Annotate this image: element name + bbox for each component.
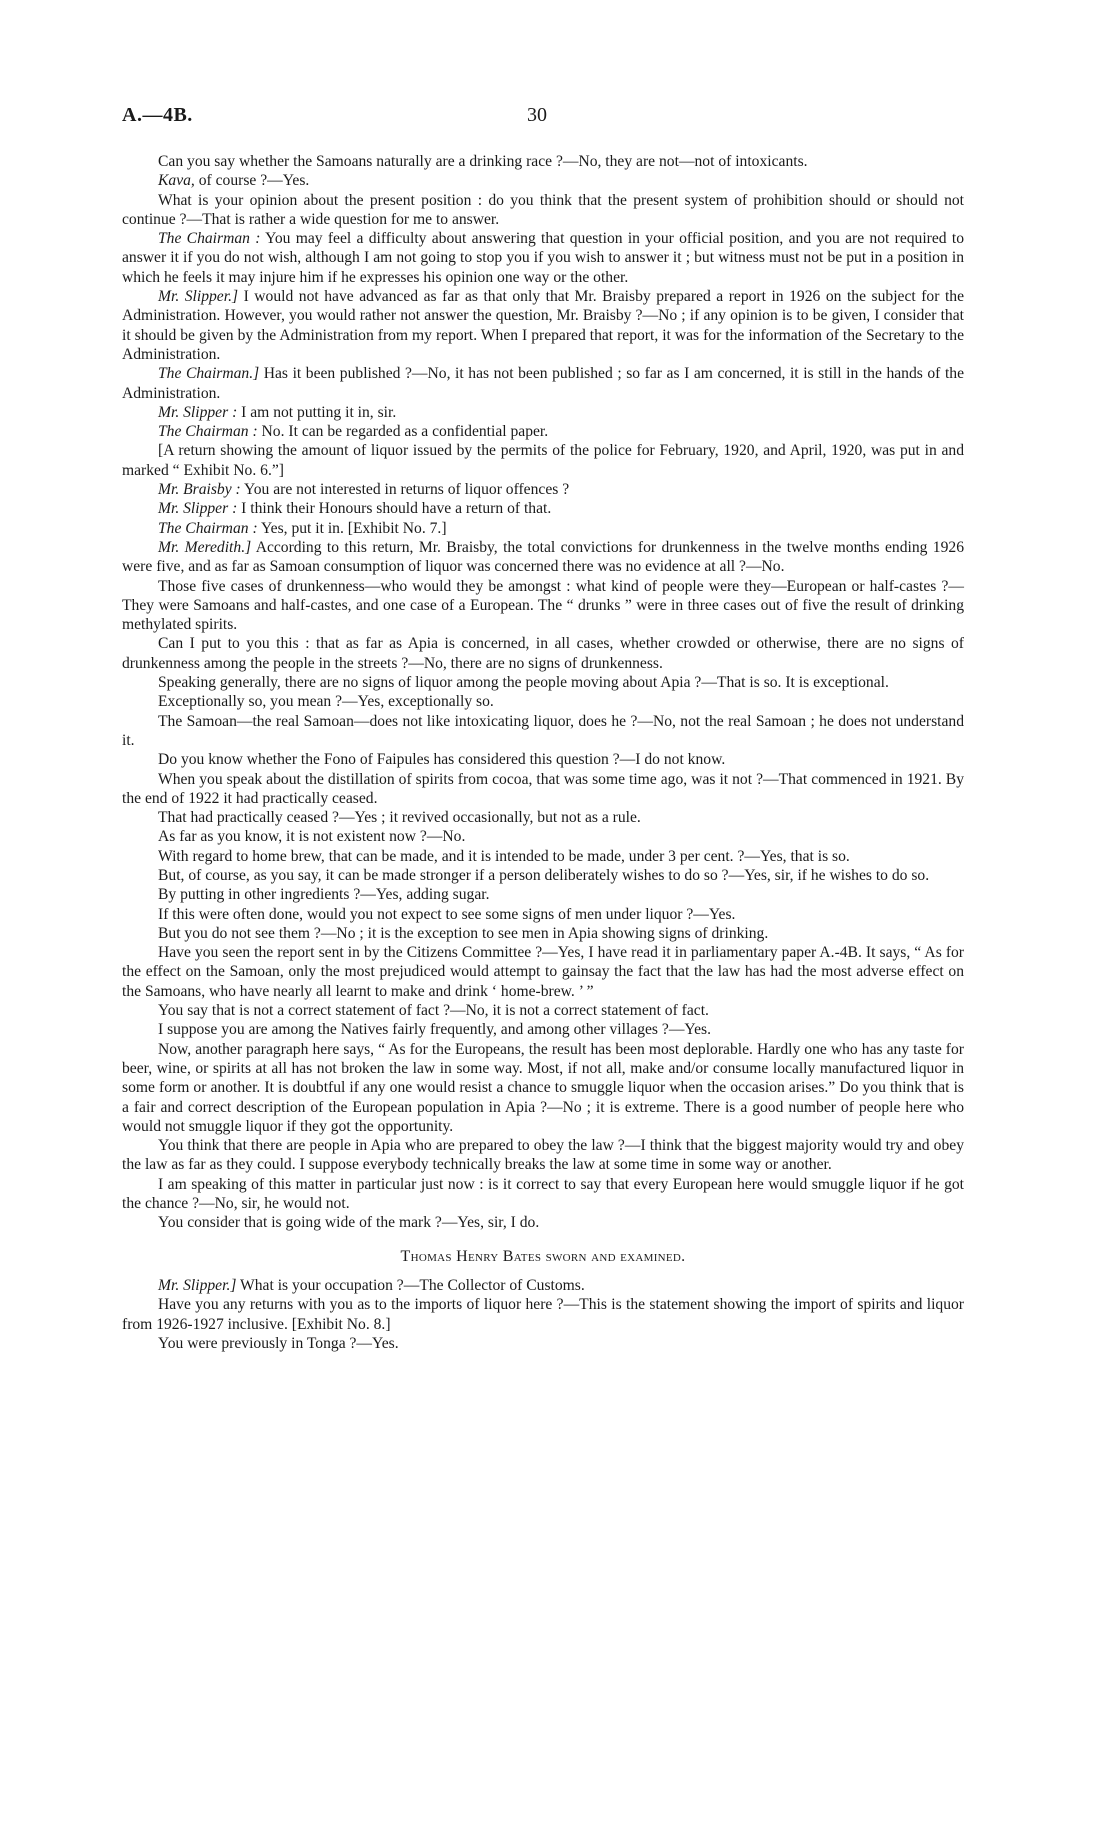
paragraph-text: Those five cases of drunkenness—who would they be amongst : what kind of people were they—European or half-castes ?—They were Samoans and half-castes, and one case of a European. The “ drunks ” were in three cases out of five the result of drinking methylated spirits. (122, 577, 964, 634)
paragraph-text: of course ?—Yes. (194, 172, 310, 190)
paragraph (122, 191, 964, 230)
paragraph (122, 1040, 964, 1136)
paragraph-text: According to this return, Mr. Braisby, the total convictions for drunkenness in the twelve months ending 1926 were five, and as far as Samoan consumption of liquor was concerned there was no evidence at all ?—No. (122, 538, 964, 576)
paragraph (122, 750, 964, 769)
paragraph-text: You say that is not a correct statement of fact ?—No, it is not a correct statement of fact. (158, 1002, 709, 1020)
paragraph (122, 229, 964, 287)
paragraph-text: That had practically ceased ?—Yes ; it revived occasionally, but not as a rule. (158, 809, 641, 827)
paragraph (122, 287, 964, 364)
page-number: 30 (527, 104, 547, 126)
paragraph-text: But you do not see them ?—No ; it is the exception to see men in Apia showing signs of drinking. (158, 924, 769, 942)
paragraph-text: Have you any returns with you as to the imports of liquor here ?—This is the statement showing the import of spirits and liquor from 1926-1927 inclusive. [Exhibit No. 8.] (122, 1296, 964, 1333)
paragraph-text: What is your opinion about the present position : do you think that the present system of prohibition should or should not continue ?—That is rather a wide question for me to answer. (122, 191, 964, 228)
paragraph (122, 885, 964, 904)
paragraph (122, 519, 964, 538)
paragraph-text: I suppose you are among the Natives fairly frequently, and among other villages ?—Yes. (158, 1021, 712, 1039)
paragraph (122, 924, 964, 943)
paragraph-text: You are not interested in returns of liquor offences ? (240, 481, 570, 499)
speaker-label: The Chairman : (158, 423, 258, 441)
paragraph-text: [A return showing the amount of liquor issued by the permits of the police for February, 1920, and April, 1920, was put in and marked “ Exhibit No. 6.”] (122, 442, 964, 479)
paragraph-text: As far as you know, it is not existent now ?—No. (158, 828, 466, 846)
paragraph-text: I would not have advanced as far as that only that Mr. Braisby prepared a report in 1926 on the subject for the Administration. However, you would rather not answer the question, Mr. Braisby ?—No ; if any opinion is to be given, I consider that it should be given by the Administration from my report. When I prepared that report, it was for the information of the Secretary to the Administration. (122, 288, 964, 363)
paragraph (122, 770, 964, 809)
paragraph (122, 827, 964, 846)
paragraph-text: What is your occupation ?—The Collector of Customs. (236, 1276, 585, 1294)
paragraph-text: Have you seen the report sent in by the Citizens Committee ?—Yes, I have read it in parliamentary paper A.-4B. It says, “ As for the effect on the Samoan, only the most prejudiced would attempt to gainsay the fact that the law has had the most adverse effect on the Samoans, who have nearly all learnt to make and drink ‘ home-brew. ’ ” (122, 944, 964, 1000)
paragraph-text: You think that there are people in Apia who are prepared to obey the law ?—I think that the biggest majority would try and obey the law as far as they could. I suppose everybody technically breaks the law at some time in some way or another. (122, 1137, 964, 1174)
paragraph (122, 403, 964, 422)
paragraph (122, 152, 964, 171)
paragraph (122, 441, 964, 480)
paragraph-text: Can you say whether the Samoans naturally are a drinking race ?—No, they are not—not of intoxicants. (158, 153, 808, 170)
paragraph-text: No. It can be regarded as a confidential paper. (257, 423, 549, 441)
speaker-label: Mr. Slipper : (158, 403, 238, 421)
paragraph (122, 943, 964, 1001)
paragraph (122, 1001, 964, 1020)
paragraph-text: If this were often done, would you not expect to see some signs of men under liquor ?—Yes. (158, 905, 736, 923)
paragraph (122, 1295, 964, 1334)
paragraph-text: Do you know whether the Fono of Faipules has considered this question ?—I do not know. (158, 751, 726, 769)
paragraph (122, 499, 964, 518)
paragraph (122, 538, 964, 577)
paragraph-text: Now, another paragraph here says, “ As for the Europeans, the result has been most deplorable. Hardly one who has any taste for beer, wine, or spirits at all has not broken the law in some way. Most, if not all, make and/or consume locally manufactured liquor in some form or another. It is doubtful if any one would resist a chance to smuggle liquor when the occasion arises.” Do you think that is a fair and correct description of the European population in Apia ?—No ; it is extreme. There is a good number of people here who would not smuggle liquor if they got the opportunity. (122, 1040, 964, 1135)
paragraph-text: You consider that is going wide of the mark ?—Yes, sir, I do. (158, 1214, 540, 1232)
paragraph-text: I am speaking of this matter in particular just now : is it correct to say that every European here would smuggle liquor if he got the chance ?—No, sir, he would not. (122, 1175, 964, 1213)
paragraph (122, 692, 964, 711)
paragraph (122, 1213, 964, 1232)
speaker-label: Mr. Slipper.] (158, 288, 239, 306)
paragraph-text: You were previously in Tonga ?—Yes. (158, 1334, 399, 1352)
paragraph (122, 171, 964, 190)
paragraph (122, 1334, 964, 1353)
paragraph (122, 1020, 964, 1039)
paragraph-text: Has it been published ?—No, it has not been published ; so far as I am concerned, it is still in the hands of the Administration. (122, 365, 964, 402)
speaker-label: Kava, (158, 172, 195, 190)
paragraph-text: You may feel a difficulty about answering that question in your official position, and you are not required to answer it if you do not wish, although I am not going to stop you if you wish to answer it ; but witness must not be put in a position in which he feels it may injure him if he expresses his opinion one way or the other. (122, 230, 964, 286)
paragraph (122, 1136, 964, 1175)
speaker-label: Mr. Slipper.] (158, 1276, 237, 1294)
body-text (122, 152, 964, 1353)
paragraph-text: Yes, put it in. [Exhibit No. 7.] (257, 519, 447, 537)
paragraph (122, 634, 964, 673)
paragraph (122, 480, 964, 499)
paragraph (122, 673, 964, 692)
speaker-label: Mr. Slipper : (158, 500, 238, 518)
paragraph-text: But, of course, as you say, it can be made stronger if a person deliberately wishes to do so ?—Yes, sir, if he wishes to do so. (158, 866, 930, 884)
paragraph-text: I am not putting it in, sir. (237, 403, 397, 421)
document-reference: A.—4B. (122, 104, 193, 126)
paragraph-text: By putting in other ingredients ?—Yes, adding sugar. (158, 886, 490, 904)
paragraph-text: Speaking generally, there are no signs of liquor among the people moving about Apia ?—That is so. It is exceptional. (158, 674, 889, 692)
paragraph-text: Exceptionally so, you mean ?—Yes, exceptionally so. (158, 693, 494, 711)
page-header (122, 104, 972, 132)
speaker-label: The Chairman : (158, 230, 261, 248)
paragraph (122, 364, 964, 403)
paragraph-text: When you speak about the distillation of spirits from cocoa, that was some time ago, was it not ?—That commenced in 1921. By the end of 1922 it had practically ceased. (122, 770, 964, 807)
speaker-label: The Chairman.] (158, 365, 260, 383)
paragraph-text: With regard to home brew, that can be made, and it is intended to be made, under 3 per cent. ?—Yes, that is so. (158, 847, 850, 865)
paragraph (122, 1276, 964, 1295)
paragraph-text: I think their Honours should have a return of that. (237, 500, 552, 518)
paragraph (122, 866, 964, 885)
speaker-label: The Chairman : (158, 519, 258, 537)
paragraph-text: The Samoan—the real Samoan—does not like intoxicating liquor, does he ?—No, not the real Samoan ; he does not understand it. (122, 712, 964, 749)
paragraph (122, 905, 964, 924)
paragraph (122, 712, 964, 751)
paragraph-text: Can I put to you this : that as far as Apia is concerned, in all cases, whether crowded or otherwise, there are no signs of drunkenness among the people in the streets ?—No, there are no signs of drunkenness. (122, 635, 964, 672)
paragraph (122, 422, 964, 441)
speaker-label: Mr. Meredith.] (158, 538, 252, 556)
paragraph (122, 1175, 964, 1214)
paragraph (122, 577, 964, 635)
speaker-label: Mr. Braisby : (158, 481, 241, 499)
paragraph (122, 808, 964, 827)
paragraph (122, 847, 964, 866)
witness-heading: Thomas Henry Bates sworn and examined. (400, 1247, 686, 1265)
